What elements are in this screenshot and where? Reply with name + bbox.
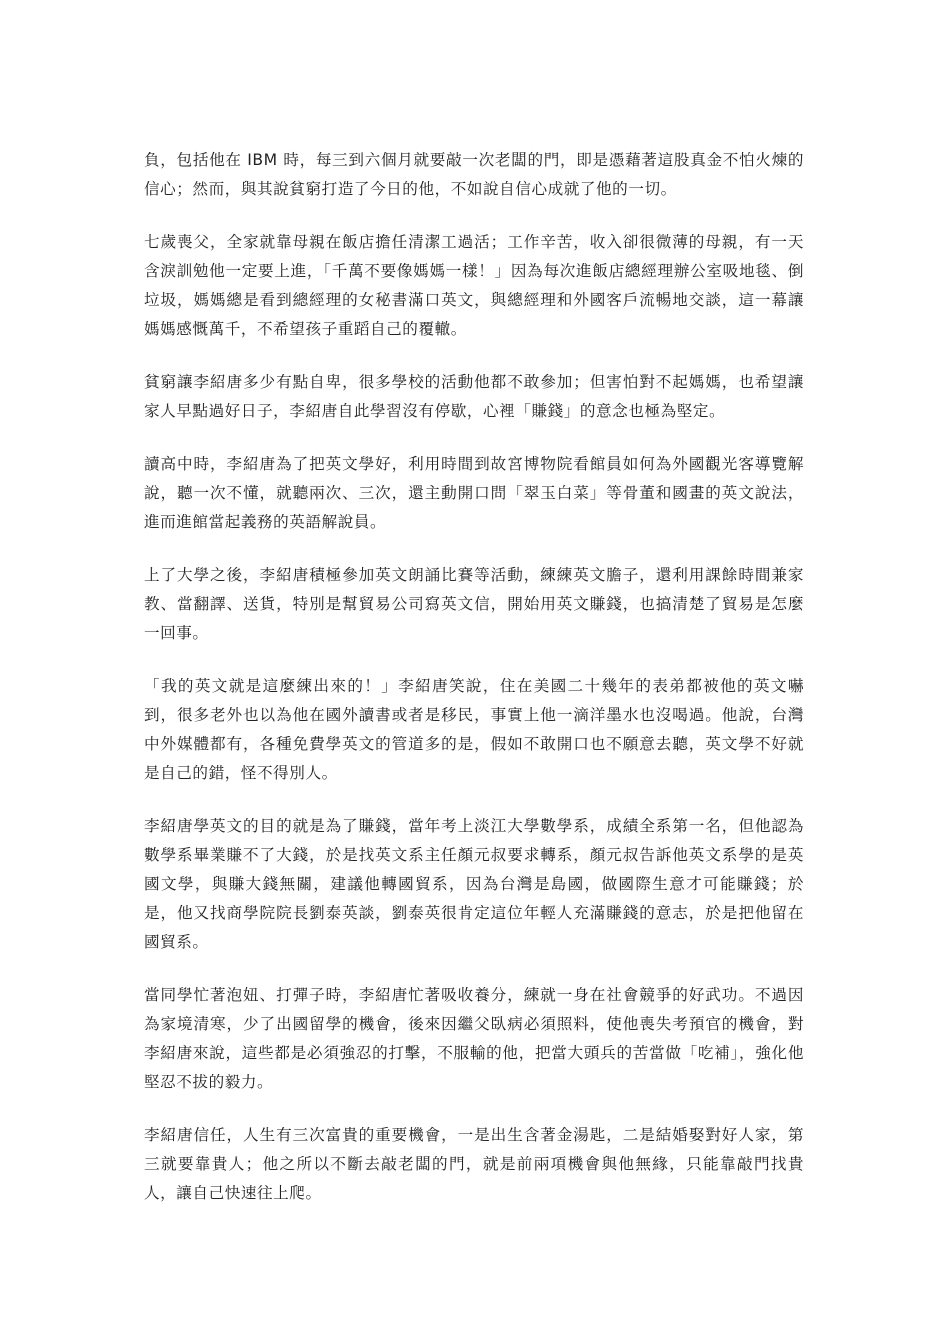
paragraph: 李紹唐學英文的目的就是為了賺錢，當年考上淡江大學數學系，成績全系第一名，但他認為數學系畢業賺不了大錢，於是找英文系主任顏元叔要求轉系，顏元叔告訴他英文系學的是英國文學，與賺大錢無關，建議他轉國貿系，因為台灣是島國，做國際生意才可能賺錢；於是，他又找商學院院長劉泰英談，劉泰英很肯定這位年輕人充滿賺錢的意志，於是把他留在國貿系。 (144, 817, 804, 951)
paragraph: 李紹唐信任，人生有三次富貴的重要機會，一是出生含著金湯匙，二是結婚娶對好人家，第三就要靠貴人；他之所以不斷去敲老闆的門，就是前兩項機會與他無緣，只能靠敲門找貴人，讓自己快速往上爬。 (144, 1126, 804, 1202)
document-page (144, 146, 804, 1232)
paragraph: 貧窮讓李紹唐多少有點自卑，很多學校的活動他都不敢參加；但害怕對不起媽媽，也希望讓家人早點過好日子，李紹唐自此學習沒有停歇，心裡「賺錢」的意念也極為堅定。 (144, 373, 804, 420)
paragraph: 「我的英文就是這麼練出來的！」李紹唐笑說，住在美國二十幾年的表弟都被他的英文嚇到，很多老外也以為他在國外讀書或者是移民，事實上他一滴洋墨水也沒喝過。他說，台灣中外媒體都有，各種免費學英文的管道多的是，假如不敢開口也不願意去聽，英文學不好就是自己的錯，怪不得別人。 (144, 677, 804, 782)
paragraph: 上了大學之後，李紹唐積極參加英文朗誦比賽等活動，練練英文膽子，還利用課餘時間兼家教、當翻譯、送貨，特別是幫貿易公司寫英文信，開始用英文賺錢，也搞清楚了貿易是怎麼一回事。 (144, 566, 804, 642)
paragraph: 七歲喪父，全家就靠母親在飯店擔任清潔工過活；工作辛苦，收入卻很微薄的母親，有一天含淚訓勉他一定要上進，「千萬不要像媽媽一樣！」因為每次進飯店總經理辦公室吸地毯、倒垃圾，媽媽總是看到總經理的女秘書滿口英文，與總經理和外國客戶流暢地交談，這一幕讓媽媽感慨萬千，不希望孩子重蹈自己的覆轍。 (144, 233, 804, 338)
paragraph: 當同學忙著泡妞、打彈子時，李紹唐忙著吸收養分，練就一身在社會競爭的好武功。不過因為家境清寒，少了出國留學的機會，後來因繼父臥病必須照料，使他喪失考預官的機會，對李紹唐來說，這些都是必須強忍的打擊，不服輸的他，把當大頭兵的苦當做「吃補」，強化他堅忍不拔的毅力。 (144, 986, 804, 1091)
paragraph: 負，包括他在 IBM 時，每三到六個月就要敲一次老闆的門，即是憑藉著這股真金不怕火煉的信心；然而，與其說貧窮打造了今日的他，不如說自信心成就了他的一切。 (144, 151, 804, 198)
paragraph: 讀高中時，李紹唐為了把英文學好，利用時間到故宮博物院看館員如何為外國觀光客導覽解說，聽一次不懂，就聽兩次、三次，還主動開口問「翠玉白菜」等骨董和國畫的英文說法，進而進館當起義務的英語解說員。 (144, 455, 804, 531)
